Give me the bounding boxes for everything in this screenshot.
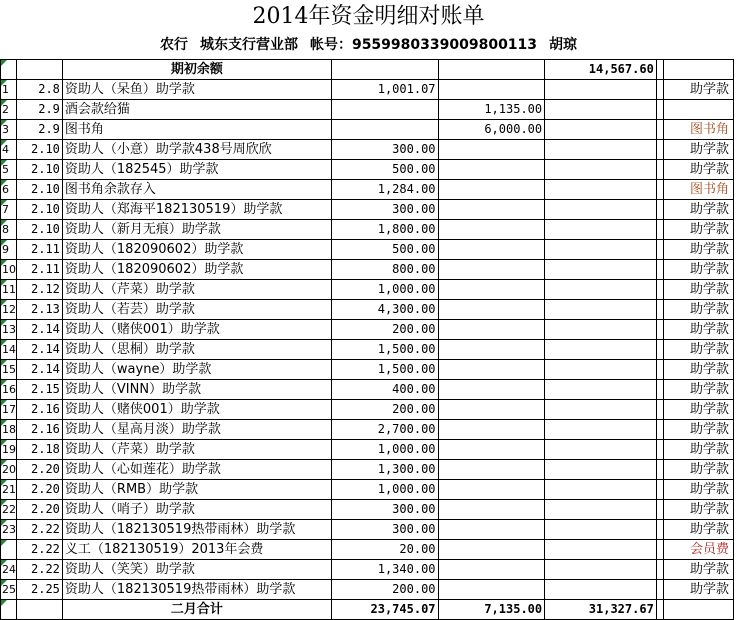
ledger-row	[1, 360, 734, 380]
balance-cell[interactable]	[545, 460, 657, 480]
expense-cell[interactable]	[438, 140, 545, 160]
date-cell[interactable]: 2.13	[17, 300, 63, 320]
row-number-cell[interactable]: 6	[1, 180, 17, 200]
description-cell[interactable]: 资助人（182090602）助学款	[62, 240, 331, 260]
income-cell[interactable]: 300.00	[331, 140, 438, 160]
income-cell[interactable]: 2,700.00	[331, 420, 438, 440]
account-number: 帐号：9559980339009800113	[309, 37, 538, 53]
ledger-row	[1, 560, 734, 580]
row-number-cell[interactable]: 8	[1, 220, 17, 240]
date-cell[interactable]: 2.10	[17, 160, 63, 180]
spacer-cell	[656, 300, 663, 320]
cell-marker-icon	[1, 380, 7, 386]
category-cell[interactable]: 助学款	[663, 500, 733, 520]
category-cell[interactable]: 助学款	[663, 440, 733, 460]
balance-cell[interactable]	[545, 160, 657, 180]
ledger-row	[1, 580, 734, 600]
spacer-cell	[656, 100, 663, 120]
cell-marker-icon	[1, 480, 7, 486]
balance-cell[interactable]	[545, 500, 657, 520]
description-cell[interactable]: 资助人（芹菜）助学款	[62, 440, 331, 460]
category-cell[interactable]: 图书角	[663, 120, 733, 140]
row-number-cell[interactable]: 12	[1, 300, 17, 320]
date-cell[interactable]: 2.10	[17, 200, 63, 220]
spacer-cell	[656, 120, 663, 140]
row-number-cell[interactable]: 21	[1, 480, 17, 500]
income-cell[interactable]	[331, 100, 438, 120]
row-number-cell[interactable]: 2	[1, 100, 17, 120]
cell-marker-icon	[1, 440, 7, 446]
spacer-cell	[656, 280, 663, 300]
cell-marker-icon	[1, 200, 7, 206]
category-cell[interactable]: 助学款	[663, 280, 733, 300]
ledger-row	[1, 120, 734, 140]
expense-cell[interactable]	[438, 420, 545, 440]
row-number-cell[interactable]: 19	[1, 440, 17, 460]
ledger-row	[1, 140, 734, 160]
row-number-cell[interactable]: 25	[1, 580, 17, 600]
row-number-cell[interactable]: 17	[1, 400, 17, 420]
date-cell[interactable]: 2.9	[17, 120, 63, 140]
balance-cell[interactable]	[545, 560, 657, 580]
description-cell[interactable]: 资助人（呆鱼）助学款	[62, 80, 331, 100]
ledger-row	[1, 440, 734, 460]
description-cell[interactable]: 资助人（182130519热带雨林）助学款	[62, 580, 331, 600]
category-cell[interactable]: 助学款	[663, 80, 733, 100]
ledger-row	[1, 200, 734, 220]
ledger-row	[1, 420, 734, 440]
cell-marker-icon	[1, 520, 7, 526]
description-cell[interactable]: 资助人（小意）助学款438号周欣欣	[62, 140, 331, 160]
date-cell[interactable]: 2.18	[17, 440, 63, 460]
ledger-row	[1, 400, 734, 420]
spacer-cell	[656, 140, 663, 160]
ledger-row	[1, 460, 734, 480]
spacer-cell	[656, 200, 663, 220]
expense-cell[interactable]	[438, 380, 545, 400]
category-cell[interactable]: 助学款	[663, 560, 733, 580]
date-cell[interactable]: 2.20	[17, 500, 63, 520]
cell-marker-icon	[1, 340, 7, 346]
date-cell[interactable]: 2.14	[17, 320, 63, 340]
expense-cell[interactable]	[438, 560, 545, 580]
date-cell[interactable]: 2.22	[17, 520, 63, 540]
date-cell[interactable]: 2.22	[17, 540, 63, 560]
category-cell[interactable]	[663, 600, 733, 620]
expense-cell[interactable]	[438, 400, 545, 420]
expense-cell[interactable]	[438, 200, 545, 220]
cell-marker-icon	[1, 280, 7, 286]
date-cell[interactable]: 2.11	[17, 260, 63, 280]
cell-marker-icon	[1, 420, 7, 426]
spacer-cell	[656, 580, 663, 600]
category-cell[interactable]: 图书角	[663, 180, 733, 200]
category-cell[interactable]: 助学款	[663, 160, 733, 180]
ledger-row	[1, 520, 734, 540]
date-cell[interactable]: 2.16	[17, 400, 63, 420]
balance-cell[interactable]	[545, 420, 657, 440]
spacer-cell	[656, 360, 663, 380]
ledger-row	[1, 540, 734, 560]
income-cell[interactable]: 800.00	[331, 260, 438, 280]
date-cell[interactable]: 2.11	[17, 240, 63, 260]
ledger-row	[1, 160, 734, 180]
income-cell[interactable]: 1,000.00	[331, 280, 438, 300]
spacer-cell	[656, 240, 663, 260]
date-cell[interactable]	[17, 60, 63, 80]
spacer-cell	[656, 220, 663, 240]
income-cell[interactable]: 200.00	[331, 320, 438, 340]
row-number-cell[interactable]	[1, 600, 17, 620]
income-cell[interactable]	[331, 120, 438, 140]
expense-cell[interactable]	[438, 480, 545, 500]
cell-marker-icon	[1, 60, 7, 66]
total-balance[interactable]: 31,327.67	[545, 600, 657, 620]
description-cell[interactable]: 资助人（VINN）助学款	[62, 380, 331, 400]
opening-label[interactable]: 期初余额	[62, 60, 331, 80]
expense-cell[interactable]	[438, 500, 545, 520]
description-cell[interactable]: 酒会款给猫	[62, 100, 331, 120]
spacer-cell	[656, 460, 663, 480]
income-cell[interactable]: 200.00	[331, 400, 438, 420]
row-number-cell[interactable]: 23	[1, 520, 17, 540]
opening-balance-row	[1, 60, 734, 80]
date-cell[interactable]: 2.22	[17, 560, 63, 580]
ledger-row	[1, 220, 734, 240]
cell-marker-icon	[1, 240, 7, 246]
income-cell[interactable]: 1,340.00	[331, 560, 438, 580]
income-cell[interactable]: 1,000.00	[331, 440, 438, 460]
income-cell[interactable]: 1,000.00	[331, 480, 438, 500]
category-cell[interactable]: 会员费	[663, 540, 733, 560]
date-cell[interactable]	[17, 600, 63, 620]
cell-marker-icon	[1, 540, 7, 546]
page-title: 2014年资金明细对账单	[252, 4, 485, 29]
bank-name: 农行	[159, 37, 188, 53]
category-cell[interactable]: 助学款	[663, 320, 733, 340]
spacer-cell	[656, 260, 663, 280]
balance-cell[interactable]	[545, 220, 657, 240]
income-cell[interactable]: 1,300.00	[331, 460, 438, 480]
expense-cell[interactable]	[438, 180, 545, 200]
row-number-cell[interactable]: 22	[1, 500, 17, 520]
description-cell[interactable]: 图书角余款存入	[62, 180, 331, 200]
balance-cell[interactable]	[545, 360, 657, 380]
category-cell[interactable]	[663, 60, 733, 80]
date-cell[interactable]: 2.9	[17, 100, 63, 120]
balance-cell[interactable]	[545, 320, 657, 340]
cell-marker-icon	[1, 300, 7, 306]
date-cell[interactable]: 2.15	[17, 380, 63, 400]
category-cell[interactable]: 助学款	[663, 300, 733, 320]
row-number-cell[interactable]: 5	[1, 160, 17, 180]
branch-name: 城东支行营业部	[199, 37, 298, 53]
spacer-cell	[656, 600, 663, 620]
category-cell[interactable]: 助学款	[663, 400, 733, 420]
category-cell[interactable]: 助学款	[663, 360, 733, 380]
category-cell[interactable]: 助学款	[663, 260, 733, 280]
row-number-cell[interactable]: 10	[1, 260, 17, 280]
expense-cell[interactable]	[438, 540, 545, 560]
cell-marker-icon	[1, 460, 7, 466]
description-cell[interactable]: 资助人（心如莲花）助学款	[62, 460, 331, 480]
date-cell[interactable]: 2.14	[17, 340, 63, 360]
ledger-row	[1, 80, 734, 100]
description-cell[interactable]: 资助人（郑海平182130519）助学款	[62, 200, 331, 220]
income-cell[interactable]: 1,500.00	[331, 360, 438, 380]
category-cell[interactable]: 助学款	[663, 200, 733, 220]
spacer-cell	[656, 480, 663, 500]
row-number-cell[interactable]: 13	[1, 320, 17, 340]
expense-cell[interactable]	[438, 460, 545, 480]
row-number-cell[interactable]: 20	[1, 460, 17, 480]
row-number-cell[interactable]: 1	[1, 80, 17, 100]
row-number-cell[interactable]: 24	[1, 560, 17, 580]
spacer-cell	[656, 380, 663, 400]
balance-cell[interactable]	[545, 340, 657, 360]
balance-cell[interactable]	[545, 120, 657, 140]
income-cell[interactable]: 20.00	[331, 540, 438, 560]
spacer-cell	[656, 400, 663, 420]
row-number-cell[interactable]: 9	[1, 240, 17, 260]
balance-cell[interactable]	[545, 440, 657, 460]
expense-cell[interactable]	[438, 580, 545, 600]
expense-cell[interactable]	[438, 280, 545, 300]
total-income[interactable]: 23,745.07	[331, 600, 438, 620]
expense-cell[interactable]	[438, 220, 545, 240]
row-number-cell[interactable]: 7	[1, 200, 17, 220]
cell-marker-icon	[1, 560, 7, 566]
date-cell[interactable]: 2.25	[17, 580, 63, 600]
expense-cell[interactable]	[438, 80, 545, 100]
category-cell[interactable]: 助学款	[663, 480, 733, 500]
category-cell[interactable]: 助学款	[663, 340, 733, 360]
ledger-row	[1, 500, 734, 520]
income-cell[interactable]: 1,800.00	[331, 220, 438, 240]
ledger-row	[1, 180, 734, 200]
expense-cell[interactable]: 1,135.00	[438, 100, 545, 120]
ledger-row	[1, 260, 734, 280]
ledger-row	[1, 320, 734, 340]
row-number-cell[interactable]: 18	[1, 420, 17, 440]
cell-marker-icon	[1, 80, 7, 86]
cell-marker-icon	[1, 120, 7, 126]
income-cell[interactable]: 1,500.00	[331, 340, 438, 360]
balance-cell[interactable]	[545, 520, 657, 540]
expense-cell[interactable]	[438, 260, 545, 280]
expense-cell[interactable]	[438, 320, 545, 340]
category-cell[interactable]: 助学款	[663, 520, 733, 540]
spacer-cell	[656, 520, 663, 540]
cell-marker-icon	[1, 140, 7, 146]
opening-balance-value[interactable]: 14,567.60	[545, 60, 657, 80]
balance-cell[interactable]	[545, 240, 657, 260]
description-cell[interactable]: 资助人（星高月淡）助学款	[62, 420, 331, 440]
date-cell[interactable]: 2.12	[17, 280, 63, 300]
row-number-cell[interactable]: 4	[1, 140, 17, 160]
description-cell[interactable]: 资助人（182130519热带雨林）助学款	[62, 520, 331, 540]
cell-marker-icon	[1, 180, 7, 186]
income-cell[interactable]: 1,001.07	[331, 80, 438, 100]
spacer-cell	[656, 440, 663, 460]
expense-cell[interactable]	[438, 240, 545, 260]
row-number-cell[interactable]	[1, 540, 17, 560]
spacer-cell	[656, 420, 663, 440]
monthly-total-row	[1, 600, 734, 620]
description-cell[interactable]: 资助人（赌侠001）助学款	[62, 400, 331, 420]
date-cell[interactable]: 2.20	[17, 480, 63, 500]
cell-marker-icon	[1, 220, 7, 226]
description-cell[interactable]: 资助人（赌侠001）助学款	[62, 320, 331, 340]
description-cell[interactable]: 图书角	[62, 120, 331, 140]
date-cell[interactable]: 2.10	[17, 140, 63, 160]
category-cell[interactable]: 助学款	[663, 220, 733, 240]
balance-cell[interactable]	[545, 280, 657, 300]
income-cell[interactable]: 4,300.00	[331, 300, 438, 320]
description-cell[interactable]: 资助人（哨子）助学款	[62, 500, 331, 520]
ledger-row	[1, 240, 734, 260]
ledger-row	[1, 100, 734, 120]
ledger-row	[1, 380, 734, 400]
spacer-cell	[656, 540, 663, 560]
category-cell[interactable]: 助学款	[663, 420, 733, 440]
date-cell[interactable]: 2.14	[17, 360, 63, 380]
balance-cell[interactable]	[545, 260, 657, 280]
balance-cell[interactable]	[545, 200, 657, 220]
spacer-cell	[656, 500, 663, 520]
category-cell[interactable]: 助学款	[663, 140, 733, 160]
row-number-cell[interactable]: 3	[1, 120, 17, 140]
income-cell[interactable]: 500.00	[331, 160, 438, 180]
spacer-cell	[656, 160, 663, 180]
income-cell[interactable]: 400.00	[331, 380, 438, 400]
cell-marker-icon	[1, 500, 7, 506]
spacer-cell	[656, 340, 663, 360]
spacer-cell	[656, 180, 663, 200]
balance-cell[interactable]	[545, 480, 657, 500]
spacer-cell	[656, 320, 663, 340]
spacer-cell	[656, 80, 663, 100]
expense-cell[interactable]: 6,000.00	[438, 120, 545, 140]
description-cell[interactable]: 资助人（芹菜）助学款	[62, 280, 331, 300]
expense-cell[interactable]	[438, 360, 545, 380]
description-cell[interactable]: 资助人（新月无痕）助学款	[62, 220, 331, 240]
balance-cell[interactable]	[545, 80, 657, 100]
row-number-cell[interactable]: 15	[1, 360, 17, 380]
description-cell[interactable]: 资助人（若芸）助学款	[62, 300, 331, 320]
category-cell[interactable]: 助学款	[663, 460, 733, 480]
expense-cell[interactable]	[438, 440, 545, 460]
balance-cell[interactable]	[545, 140, 657, 160]
balance-cell[interactable]	[545, 540, 657, 560]
cell-marker-icon	[1, 320, 7, 326]
description-cell[interactable]: 资助人（wayne）助学款	[62, 360, 331, 380]
cell-marker-icon	[1, 400, 7, 406]
income-cell[interactable]	[331, 60, 438, 80]
expense-cell[interactable]	[438, 160, 545, 180]
cell-marker-icon	[1, 260, 7, 266]
date-cell[interactable]: 2.10	[17, 180, 63, 200]
ledger-row	[1, 280, 734, 300]
description-cell[interactable]: 资助人（RMB）助学款	[62, 480, 331, 500]
account-subtitle	[0, 32, 737, 58]
balance-cell[interactable]	[545, 180, 657, 200]
spacer-cell	[656, 560, 663, 580]
cell-marker-icon	[1, 100, 7, 106]
income-cell[interactable]: 300.00	[331, 520, 438, 540]
income-cell[interactable]: 200.00	[331, 580, 438, 600]
cell-marker-icon	[1, 580, 7, 586]
description-cell[interactable]: 资助人（笑笑）助学款	[62, 560, 331, 580]
ledger-table	[0, 59, 734, 620]
category-cell[interactable]	[663, 100, 733, 120]
category-cell[interactable]: 助学款	[663, 380, 733, 400]
expense-cell[interactable]	[438, 300, 545, 320]
total-label[interactable]: 二月合计	[62, 600, 331, 620]
income-cell[interactable]: 300.00	[331, 200, 438, 220]
category-cell[interactable]: 助学款	[663, 580, 733, 600]
description-cell[interactable]: 资助人（思桐）助学款	[62, 340, 331, 360]
description-cell[interactable]: 义工（182130519）2013年会费	[62, 540, 331, 560]
expense-cell[interactable]	[438, 520, 545, 540]
income-cell[interactable]: 300.00	[331, 500, 438, 520]
ledger-row	[1, 480, 734, 500]
category-cell[interactable]: 助学款	[663, 240, 733, 260]
ledger-row	[1, 300, 734, 320]
date-cell[interactable]: 2.8	[17, 80, 63, 100]
income-cell[interactable]: 500.00	[331, 240, 438, 260]
description-cell[interactable]: 资助人（182090602）助学款	[62, 260, 331, 280]
cell-marker-icon	[1, 360, 7, 366]
row-number-cell[interactable]: 16	[1, 380, 17, 400]
total-expense[interactable]: 7,135.00	[438, 600, 545, 620]
spacer-cell	[656, 60, 663, 80]
row-number-cell[interactable]: 14	[1, 340, 17, 360]
expense-cell[interactable]	[438, 340, 545, 360]
balance-cell[interactable]	[545, 300, 657, 320]
balance-cell[interactable]	[545, 100, 657, 120]
description-cell[interactable]: 资助人（182545）助学款	[62, 160, 331, 180]
cell-marker-icon	[1, 160, 7, 166]
date-cell[interactable]: 2.10	[17, 220, 63, 240]
account-owner: 胡琼	[549, 37, 578, 53]
row-number-cell[interactable]	[1, 60, 17, 80]
expense-cell[interactable]	[438, 60, 545, 80]
balance-cell[interactable]	[545, 580, 657, 600]
date-cell[interactable]: 2.16	[17, 420, 63, 440]
cell-marker-icon	[1, 600, 7, 606]
balance-cell[interactable]	[545, 380, 657, 400]
balance-cell[interactable]	[545, 400, 657, 420]
income-cell[interactable]: 1,284.00	[331, 180, 438, 200]
row-number-cell[interactable]: 11	[1, 280, 17, 300]
date-cell[interactable]: 2.20	[17, 460, 63, 480]
ledger-row	[1, 340, 734, 360]
